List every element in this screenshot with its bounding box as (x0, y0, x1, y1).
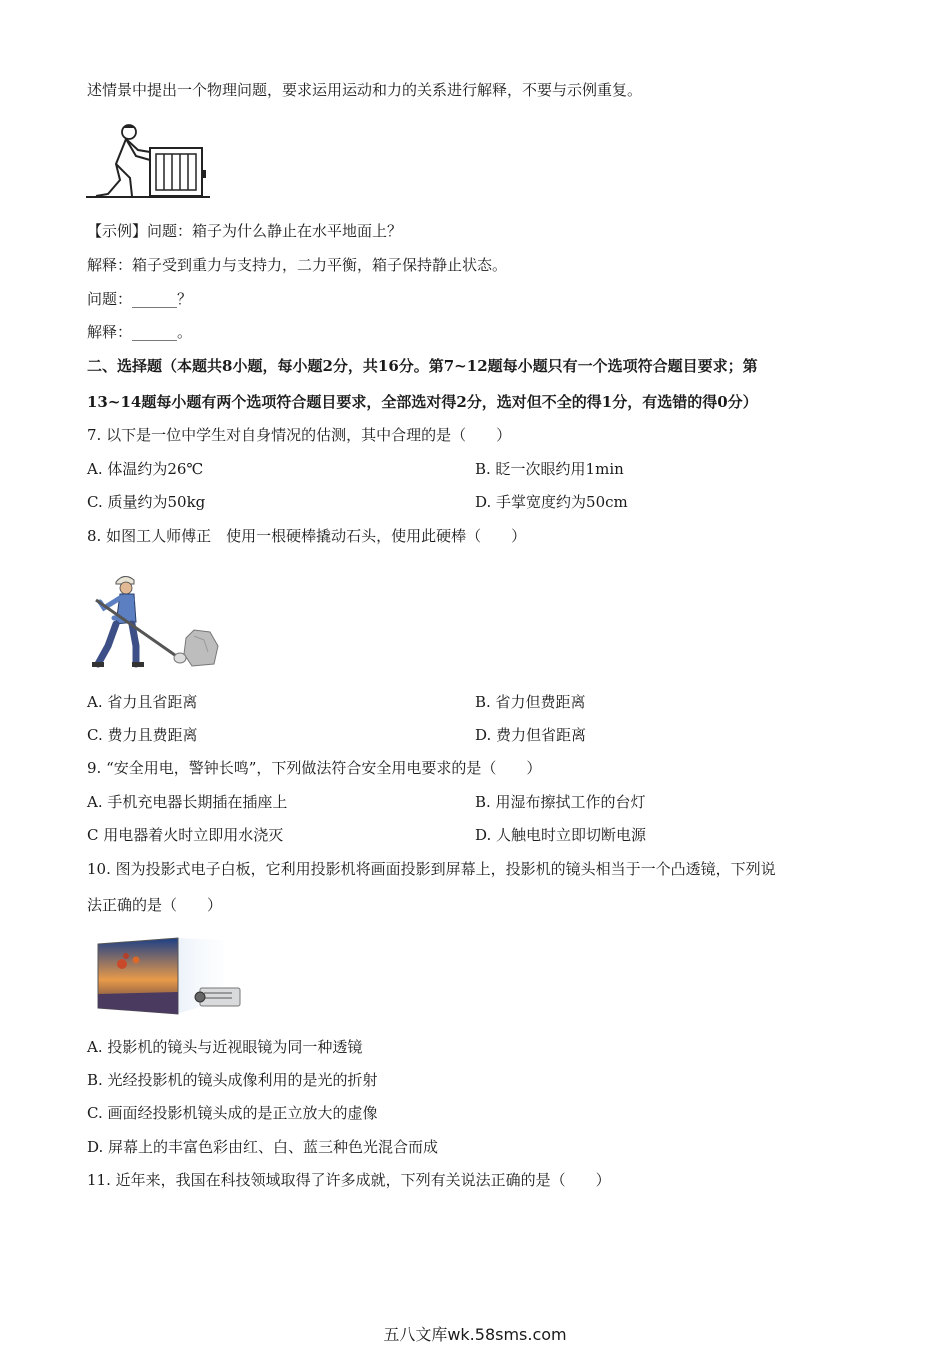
footer-watermark: 五八文库wk.58sms.com (383, 1325, 567, 1344)
blank-answer: 解释：______。 (87, 323, 193, 341)
q7-stem: 7. 以下是一位中学生对自身情况的估测，其中合理的是（ ） (87, 426, 512, 444)
q10-option-d: D. 屏幕上的丰富色彩由红、白、蓝三种色光混合而成 (87, 1138, 439, 1156)
example-answer: 解释：箱子受到重力与支持力，二力平衡，箱子保持静止状态。 (87, 256, 508, 274)
example-question: 【示例】问题：箱子为什么静止在水平地面上？ (87, 222, 403, 240)
q10-option-a: A. 投影机的镜头与近视眼镜为同一种透镜 (87, 1038, 363, 1056)
q8-option-a: A. 省力且省距离 (87, 693, 198, 711)
q9-option-a: A. 手机充电器长期插在插座上 (87, 793, 288, 811)
q9-option-c: C 用电器着火时立即用水浇灭 (87, 826, 284, 844)
worker-lever-figure (86, 572, 221, 670)
q10-option-b: B. 光经投影机的镜头成像利用的是光的折射 (87, 1071, 378, 1089)
q8-stem: 8. 如图工人师傅正 使用一根硬棒撬动石头，使用此硬棒（ ） (87, 527, 527, 545)
q8-option-b: B. 省力但费距离 (475, 693, 586, 711)
q10-stem-line1: 10. 图为投影式电子白板，它利用投影机将画面投影到屏幕上，投影机的镜头相当于一个凸透镜，下列说 (87, 860, 776, 878)
intro-text: 述情景中提出一个物理问题，要求运用运动和力的关系进行解释，不要与示例重复。 (87, 81, 643, 99)
q7-option-a: A. 体温约为26℃ (87, 460, 204, 478)
q10-stem-line2: 法正确的是（ ） (87, 896, 223, 914)
q9-option-b: B. 用湿布擦拭工作的台灯 (475, 793, 646, 811)
q9-option-d: D. 人触电时立即切断电源 (475, 826, 647, 844)
q10-option-c: C. 画面经投影机镜头成的是正立放大的虚像 (87, 1104, 378, 1122)
push-box-figure (86, 120, 211, 200)
section2-heading-line2: 13~14题每小题有两个选项符合题目要求，全部选对得2分，选对但不全的得1分，有选错的得0分） (87, 393, 758, 411)
q7-option-c: C. 质量约为50kg (87, 493, 206, 511)
section2-heading-line1: 二、选择题（本题共8小题，每小题2分，共16分。第7~12题每小题只有一个选项符合题目要求；第 (87, 357, 758, 375)
q8-option-d: D. 费力但省距离 (475, 726, 587, 744)
q9-stem: 9. “安全用电，警钟长鸣”，下列做法符合安全用电要求的是（ ） (87, 759, 542, 777)
q7-option-d: D. 手掌宽度约为50cm (475, 493, 628, 511)
q11-stem: 11. 近年来，我国在科技领域取得了许多成就，下列有关说法正确的是（ ） (87, 1171, 611, 1189)
q7-option-b: B. 眨一次眼约用1min (475, 460, 624, 478)
blank-question: 问题：______？ (87, 290, 193, 308)
q8-option-c: C. 费力且费距离 (87, 726, 198, 744)
projector-figure (96, 936, 246, 1018)
